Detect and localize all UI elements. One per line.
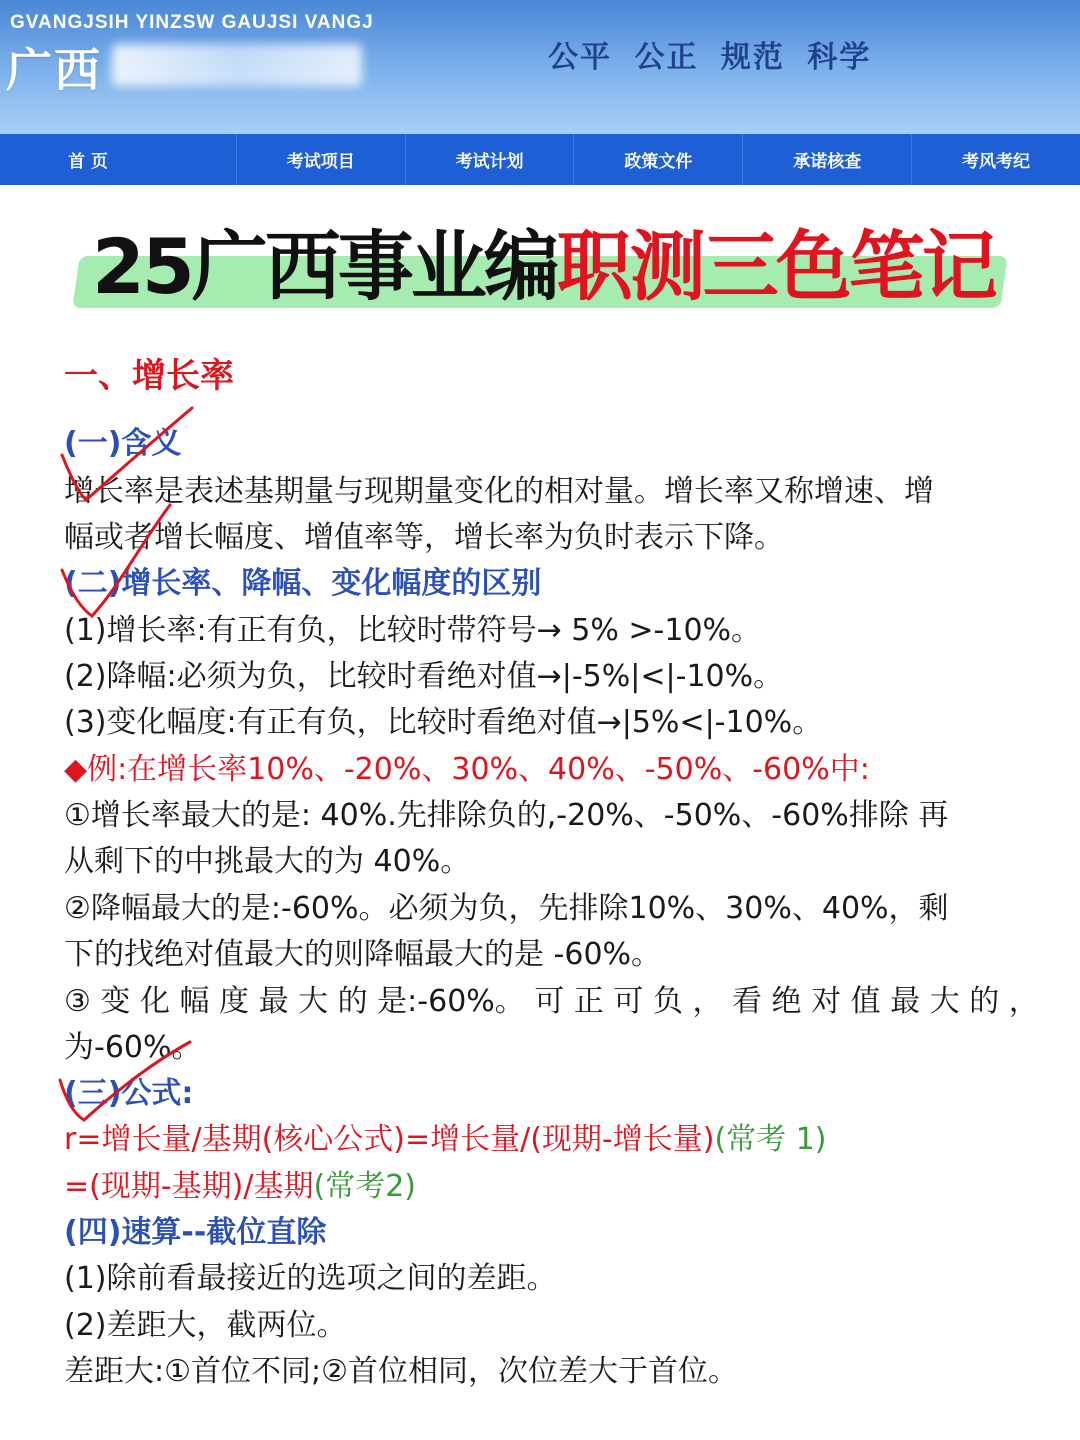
paragraph-line: 增长率是表述基期量与现期量变化的相对量。增长率又称增速、增 xyxy=(64,474,934,509)
blurred-site-name xyxy=(112,44,362,86)
formula-note: (常考 1) xyxy=(714,1122,827,1157)
list-item: (2)差距大，截两位。 xyxy=(64,1308,347,1343)
list-item: (2)降幅:必须为负，比较时看绝对值→|-5%|<|-10%。 xyxy=(64,659,784,694)
subheading-quick-calc: (四)速算--截位直除 xyxy=(64,1215,327,1250)
example-answer-line: ③ 变 化 幅 度 最 大 的 是:-60%。 可 正 可 负 ， 看 绝 对 值 最 大 的 ， xyxy=(64,984,1039,1019)
note-title xyxy=(0,218,1080,318)
title-black-part: 25广西事业编 xyxy=(92,222,557,311)
site-name: 广西 xyxy=(6,43,102,97)
title-red-part: 职测三色笔记 xyxy=(556,222,995,311)
subheading-differences: (二)增长率、降幅、变化幅度的区别 xyxy=(64,566,542,601)
nav-item-commitment-check[interactable]: 承诺核查 xyxy=(743,134,912,185)
site-header xyxy=(0,0,1080,134)
example-line: ◆例:在增长率10%、-20%、30%、40%、-50%、-60%中: xyxy=(64,752,870,787)
list-item: (1)增长率:有正有负，比较时带符号→ 5% >-10%。 xyxy=(64,613,762,648)
list-item: 差距大:①首位不同;②首位相同，次位差大于首位。 xyxy=(64,1354,739,1389)
site-slogan: 公平 公正 规范 科学 xyxy=(548,40,872,75)
page-title xyxy=(92,222,995,312)
example-answer-line: 为-60%。 xyxy=(64,1030,202,1065)
main-nav xyxy=(0,134,1080,185)
list-item: (3)变化幅度:有正有负，比较时看绝对值→|5%<|-10%。 xyxy=(64,705,823,740)
example-answer-line: 下的找绝对值最大的则降幅最大的是 -60%。 xyxy=(64,937,662,972)
site-pinyin-name: GVANGJSIH YINZSW GAUJSI VANGJ xyxy=(10,12,374,33)
nav-item-policy-docs[interactable]: 政策文件 xyxy=(574,134,743,185)
nav-item-exam-plan[interactable]: 考试计划 xyxy=(406,134,575,185)
nav-item-home[interactable]: 首 页 xyxy=(0,134,237,185)
example-answer-line: ②降幅最大的是:-60%。必须为负，先排除10%、30%、40%，剩 xyxy=(64,891,949,926)
formula-line xyxy=(64,1167,416,1207)
section-heading-growth-rate: 一、增长率 xyxy=(64,356,234,396)
nav-item-exam-projects[interactable]: 考试项目 xyxy=(237,134,406,185)
nav-item-exam-discipline[interactable]: 考风考纪 xyxy=(962,152,1031,172)
example-answer-line: 从剩下的中挑最大的为 40%。 xyxy=(64,844,471,879)
list-item: (1)除前看最接近的选项之间的差距。 xyxy=(64,1261,557,1296)
example-answer-line: ①增长率最大的是: 40%.先排除负的,-20%、-50%、-60%排除 再 xyxy=(64,798,949,833)
paragraph-line: 幅或者增长幅度、增值率等，增长率为负时表示下降。 xyxy=(64,520,784,555)
formula-note: (常考2) xyxy=(313,1169,416,1204)
formula-line xyxy=(64,1120,827,1160)
subheading-formula: (三)公式: xyxy=(64,1076,194,1111)
subheading-definition: (一)含义 xyxy=(64,426,182,461)
formula-main: r=增长量/基期(核心公式)=增长量/(现期-增长量) xyxy=(64,1122,715,1157)
formula-main: =(现期-基期)/基期 xyxy=(64,1169,314,1204)
